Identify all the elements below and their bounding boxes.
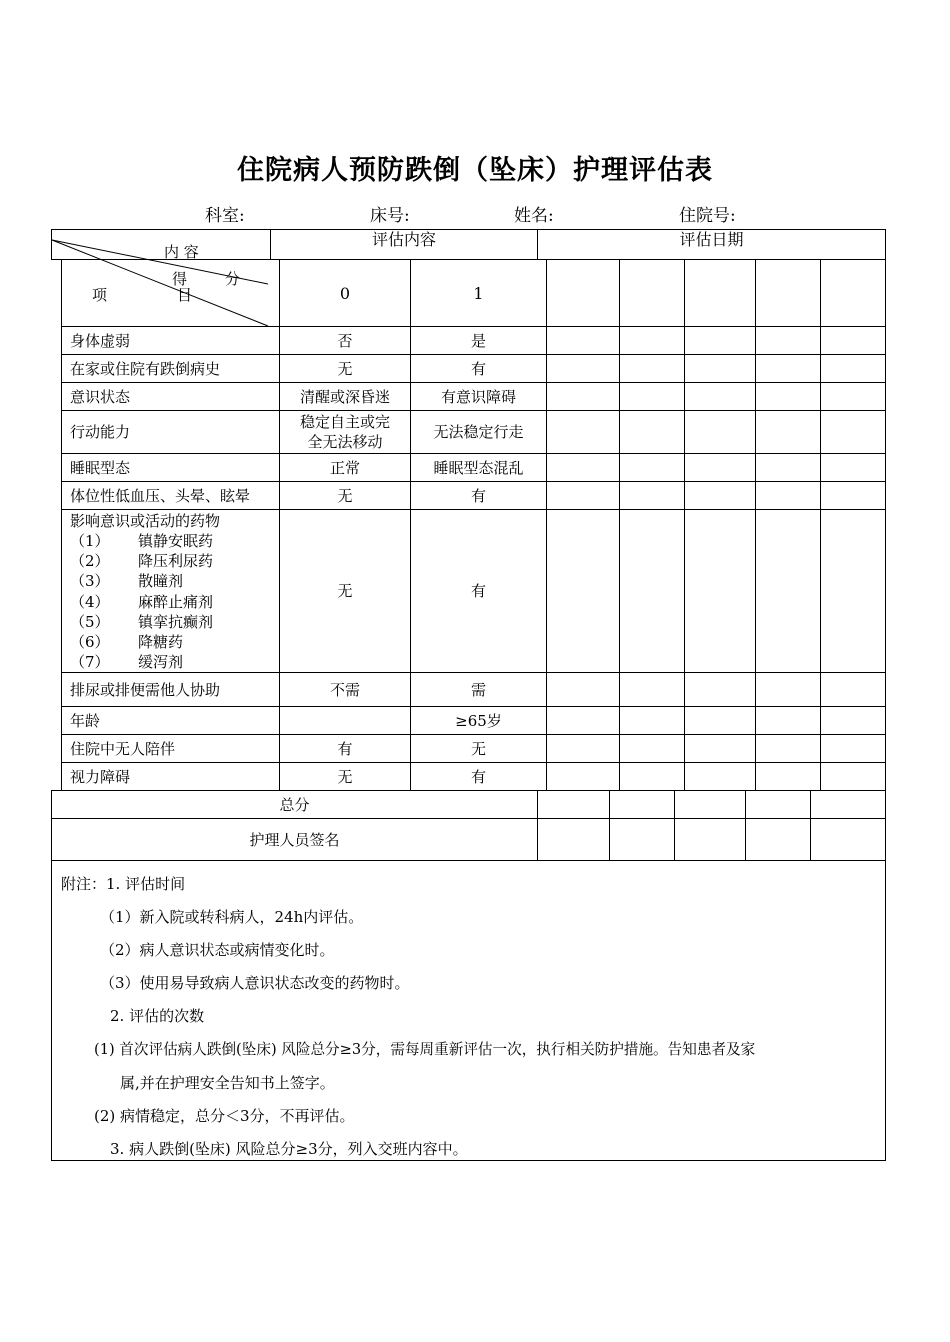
name-label: 姓名:	[514, 206, 554, 226]
row-score0: 稳定自主或完全无法移动	[299, 413, 390, 451]
note-line: (1) 首次评估病人跌倒(坠床) 风险总分≥3分，需每周重新评估一次，执行相关防护措施。告知患者及家	[94, 1041, 756, 1058]
nurse-signature-label: 护理人员签名	[249, 830, 340, 849]
row-score1: ≥65岁	[455, 711, 502, 730]
row-score0: 清醒或深昏迷	[299, 387, 390, 406]
department-label: 科室:	[205, 206, 245, 226]
diag-score-label: 得 分	[172, 270, 240, 288]
diag-content-label: 内 容	[164, 243, 199, 261]
drug-name: 镇挛抗癫剂	[138, 613, 214, 631]
row-score1: 有意识障碍	[440, 387, 516, 406]
row-item: 影响意识或活动的药物	[70, 512, 221, 530]
row-item: 年龄	[70, 711, 101, 730]
row-item: 睡眠型态	[70, 458, 131, 477]
row-item: 行动能力	[70, 423, 131, 441]
row-score1: 有	[470, 582, 486, 600]
drug-name: 降压利尿药	[138, 552, 214, 570]
row-item: 在家或住院有跌倒病史	[70, 359, 221, 378]
row-score1: 是	[470, 331, 486, 350]
row-score0	[280, 707, 410, 734]
drug-number: （4）	[70, 593, 110, 611]
note-line: 3. 病人跌倒(坠床) 风险总分≥3分，列入交班内容中。	[110, 1140, 468, 1158]
row-score0: 正常	[329, 458, 360, 477]
row-score1: 有	[470, 486, 486, 505]
drug-name: 降糖药	[138, 633, 184, 651]
admission-no-label: 住院号:	[679, 206, 736, 226]
row-score0: 无	[337, 359, 353, 378]
eval-date-header: 评估日期	[679, 230, 744, 249]
row-item: 意识状态	[70, 387, 131, 406]
row-score0: 不需	[329, 680, 360, 699]
drug-number: （3）	[70, 572, 110, 590]
drug-name: 缓泻剂	[138, 653, 184, 671]
row-score0: 无	[337, 767, 353, 786]
row-score0: 无	[337, 582, 353, 600]
row-score1: 睡眠型态混乱	[433, 458, 524, 477]
score-0-header: 0	[339, 284, 351, 303]
note-line: (2) 病情稳定，总分＜3分，不再评估。	[94, 1107, 355, 1125]
row-score0: 有	[337, 739, 353, 758]
row-item: 体位性低血压、头晕、眩晕	[70, 486, 251, 505]
row-item: 视力障碍	[70, 767, 131, 786]
total-score-label: 总分	[279, 795, 310, 814]
row-item: 住院中无人陪伴	[70, 739, 176, 758]
drug-name: 散瞳剂	[138, 572, 184, 590]
row-score0: 否	[337, 331, 353, 350]
note-line: （2）病人意识状态或病情变化时。	[100, 941, 335, 959]
row-score1: 有	[470, 359, 486, 378]
row-score1: 有	[470, 767, 486, 786]
drug-number: （5）	[70, 613, 110, 631]
page-title: 住院病人预防跌倒（坠床）护理评估表	[237, 155, 713, 186]
score-1-header: 1	[473, 284, 484, 303]
row-score1: 需	[470, 680, 486, 699]
drug-number: （7）	[70, 653, 110, 671]
drug-number: （2）	[70, 552, 110, 570]
drug-number: （1）	[70, 532, 110, 550]
diag-item-label: 项 目	[92, 286, 192, 304]
row-score1: 无	[470, 739, 486, 758]
note-line: （3）使用易导致病人意识状态改变的药物时。	[100, 974, 410, 992]
row-score0: 无	[337, 486, 353, 505]
note-line: 2. 评估的次数	[110, 1007, 205, 1025]
row-item: 排尿或排便需他人协助	[70, 680, 221, 699]
bed-label: 床号:	[370, 206, 410, 226]
row-item: 身体虚弱	[70, 331, 131, 350]
eval-content-header: 评估内容	[371, 230, 436, 249]
note-line: 附注：1. 评估时间	[61, 875, 186, 893]
note-line: 属,并在护理安全告知书上签字。	[120, 1074, 335, 1092]
drug-name: 镇静安眠药	[138, 532, 214, 550]
drug-name: 麻醉止痛剂	[138, 593, 214, 611]
note-line: （1）新入院或转科病人，24h内评估。	[100, 908, 364, 926]
drug-number: （6）	[70, 633, 110, 651]
row-score1: 无法稳定行走	[433, 423, 524, 441]
